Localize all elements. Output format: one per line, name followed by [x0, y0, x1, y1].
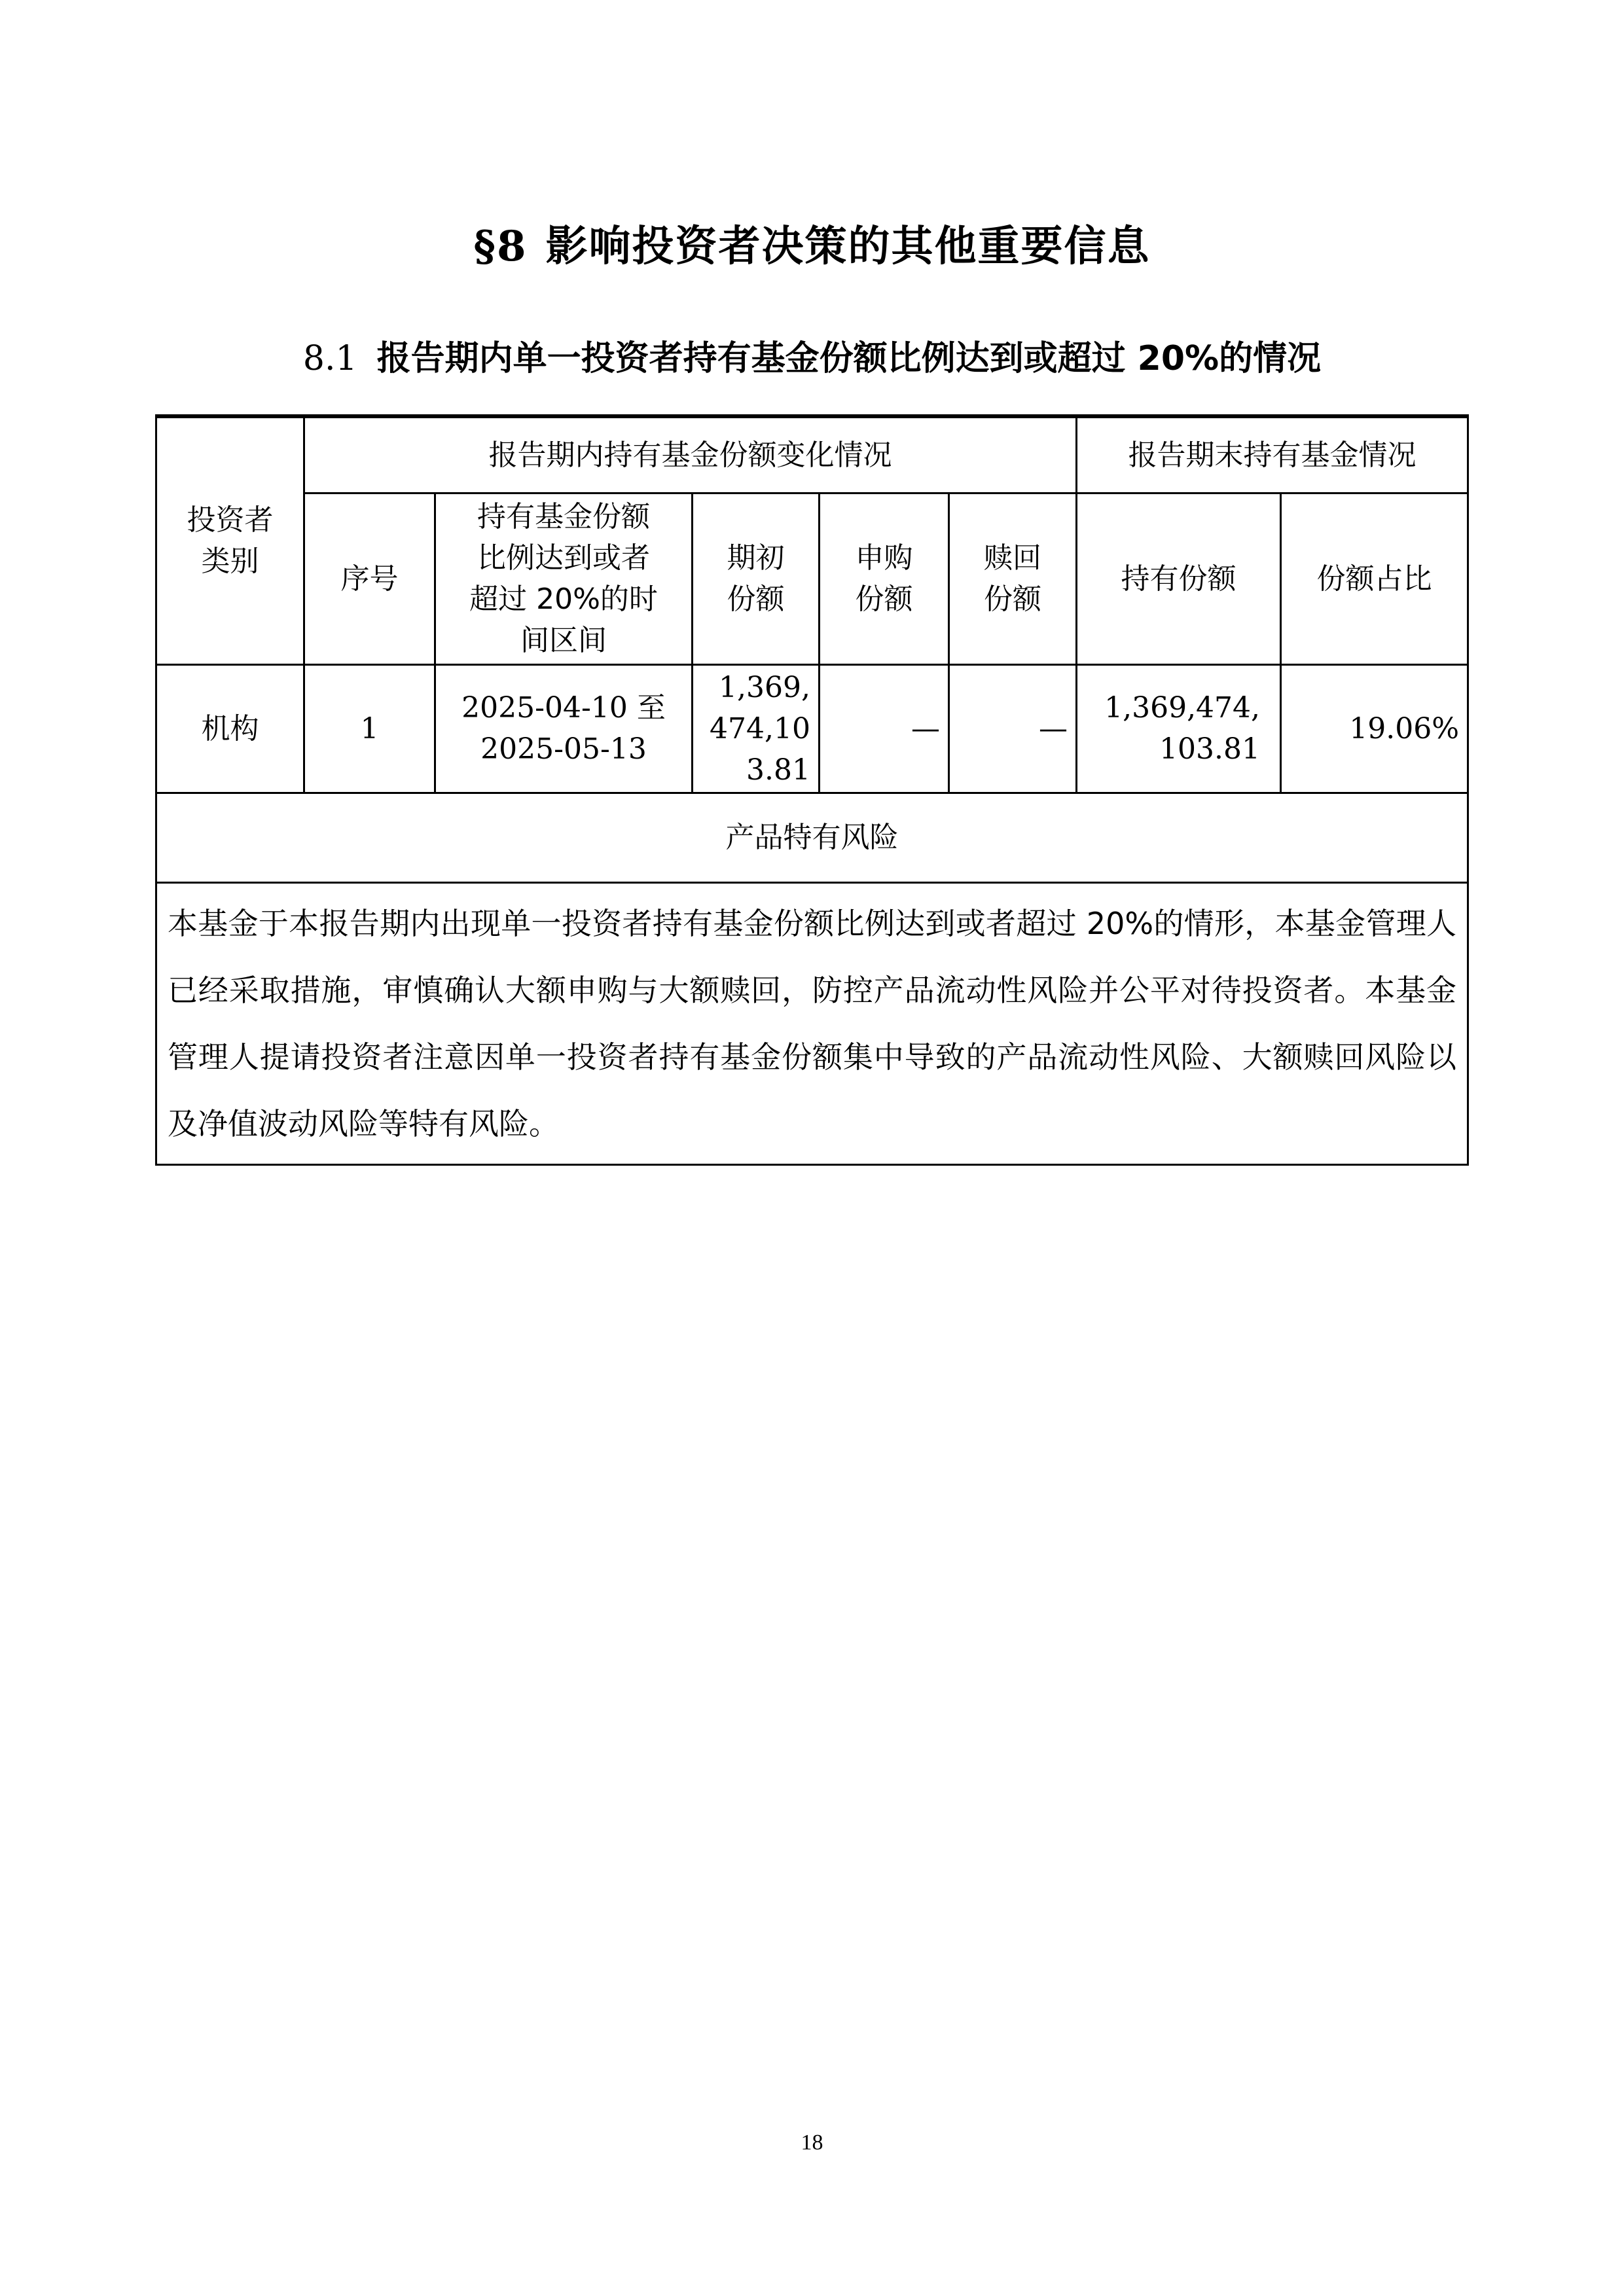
header-held-shares: 持有份额	[1077, 493, 1281, 664]
cell-period: 2025-04-10 至 2025-05-13	[435, 664, 693, 793]
header-seq: 序号	[304, 493, 435, 664]
header-row-group	[156, 416, 1468, 493]
header-share-ratio: 份额占比	[1281, 493, 1468, 664]
cell-subscribe-shares: —	[820, 664, 949, 793]
table-row	[156, 664, 1468, 793]
cell-redeem-shares: —	[949, 664, 1077, 793]
header-row-columns	[156, 493, 1468, 664]
section-title-text: 影响投资者决策的其他重要信息	[545, 223, 1151, 271]
header-period: 持有基金份额比例达到或者超过 20%的时间区间	[435, 493, 693, 664]
header-investor-type: 投资者类别	[156, 416, 304, 664]
section-title	[0, 213, 1624, 273]
investor-holding-table	[155, 414, 1469, 1166]
section-number: §8	[473, 222, 528, 271]
subsection-number: 8.1	[302, 339, 357, 378]
risk-text-row	[156, 882, 1468, 1164]
cell-held-shares: 1,369,474,103.81	[1077, 664, 1281, 793]
header-group-change: 报告期内持有基金份额变化情况	[304, 416, 1077, 493]
cell-share-ratio: 19.06%	[1281, 664, 1468, 793]
header-initial-shares: 期初份额	[693, 493, 820, 664]
cell-investor-type: 机构	[156, 664, 304, 793]
risk-description: 本基金于本报告期内出现单一投资者持有基金份额比例达到或者超过 20%的情形，本基金管理人已经采取措施，审慎确认大额申购与大额赎回，防控产品流动性风险并公平对待投资者。本基金管理人提请投资者注意因单一投资者持有基金份额集中导致的产品流动性风险、大额赎回风险以及净值波动风险等特有风险。	[156, 882, 1468, 1164]
risk-title-row	[156, 793, 1468, 882]
subsection-title-text: 报告期内单一投资者持有基金份额比例达到或超过 20%的情况	[376, 339, 1322, 378]
subsection-title	[0, 331, 1624, 380]
page-number: 18	[801, 2130, 823, 2155]
header-group-end: 报告期末持有基金情况	[1077, 416, 1468, 493]
header-redeem-shares: 赎回份额	[949, 493, 1077, 664]
header-subscribe-shares: 申购份额	[820, 493, 949, 664]
cell-seq: 1	[304, 664, 435, 793]
risk-title: 产品特有风险	[156, 793, 1468, 882]
cell-initial-shares: 1,369,474,103.81	[693, 664, 820, 793]
